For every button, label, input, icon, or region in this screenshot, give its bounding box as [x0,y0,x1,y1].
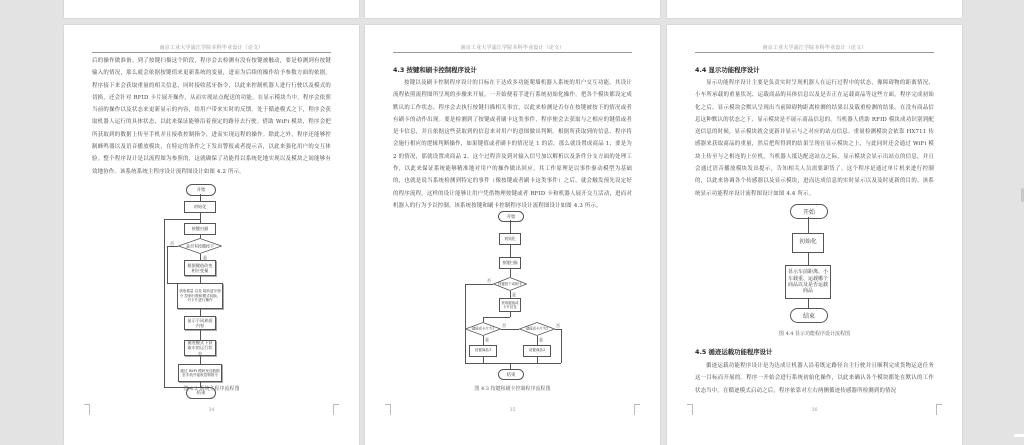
node-start: 开始 [790,204,828,219]
section-title-2: 4.5 循迹运载功能程序设计 [695,348,773,356]
node-display-info: 显示车前距离、小车载重、运载哪个商品以及是否运载商品 [785,265,831,299]
node-start: 开始 [186,184,216,196]
body-paragraph: 按键以及刷卡控制程序设计的目标在于达成多功能爬墙机器人系统的用户交互功能。其设计流程依照流程图所呈现的步骤来开展。一开始便着手进行系统初始化操作，把各个模块都设定成默认的工作状态。程序会去执行按键扫描相关事宜，以此来检测是否存在按键被按下的情况或者有刷卡的动作出现。要是检测到了按键或者刷卡这类事件，程序便会去获取与之相应的键值或者是卡信息，并且依据这些获取到的信息来对用户的意图做出判断。根据所获取到的信息，程序将会施行相应的逻辑判断操作，如果键值或者刷卡的情况是 1 的话，那么就设置成商品 1；要是为 2 的情况，那就设置成商品 2。这个过程涉及到对输入信号加以解析以及条件分支方面的处理工作，以此来保证系统能够精准地对用户的操作做出回应。其工作原理是以事件驱动模型为基础的，也就是说当系统检测到特定的事件（像按键或者刷卡这类事件）之后，就会触发预先设定好的程序流程。这样的设计能够让用户凭借物理按键或者 RFID 卡和机器人展开交互活动，进而对机器人的行为予以控制。该系统按键和刷卡控制程序设计流程图设计如图 4.3 所示。 [393,80,632,209]
label-no: 否 [556,323,560,328]
node-end: 结束 [498,369,524,380]
previous-page-stub-2 [365,0,660,18]
flowchart-main-program [64,25,359,425]
node-scan: 按键扫描 [499,257,521,269]
document-page-36 [667,25,962,445]
running-header: 南京工业大学浦江学院本科毕业设计（论文） [460,45,565,51]
previous-page-stub-1 [64,0,359,18]
page-number: 35 [509,408,516,413]
previous-page-stub-3 [667,0,962,18]
running-header: 南京工业大学浦江学院本科毕业设计（论文） [762,45,867,51]
page-number: 34 [208,408,215,413]
section-title: 4.4 显示功能程序设计 [695,66,760,74]
label-yes: 是 [485,337,489,342]
label-no: 否 [170,241,174,246]
node-scan: 按键扫描 [184,223,216,235]
node-start: 开始 [498,211,524,222]
node-weight-bluetooth-rfid: 获取重量 以及 接收蓝牙指令 控制行驶和模式切换，对卡片进行操作 [177,283,223,309]
node-decision-key-or-card: 按键按下或刷卡 [493,277,527,291]
figure-caption: 图 4.3 按键和刷卡控制程序流程图 [474,386,551,392]
node-end: 结束 [790,308,828,323]
figure-caption: 图 4.4 显示功能程序设计流程图 [778,331,851,337]
label-no: 否 [487,278,491,283]
body-paragraph: 显示功能程序设计主要是负责实时呈现机器人在运行过程中的状态，像障碍物的距离情况、小车所承载的重量状况、运载商品的具体信息以及是否正在运载商品等这些方面。程序完成初始化之后，显示模块会默认呈现出当前障碍物距离检测的结果以及载重检测的结果。在没有商品信息这种默认的状态之下，显示模块是不展示商品信息的。当机器人借助 RFID 模块成功识别到配送信息的时候，显示模块就会更新并显示与之对应的站点信息。重量检测模块会依靠 HX711 传感器来获取商品的重量，然后把所得到的结果呈现在显示模块之上，与此同时还会通过 WiFi 模块上传至与之相连的上位机。当机器人抵达配送站点之际，显示模块会显示出站点的信息，并且会通过语音播放模块发出提示，告知相关人员需要卸货了。这个程序是通过单片机来进行控制的，以此来协调各个传感器以及显示模块，进而达成信息的实时显示以及及时更新的目的。该系统显示功能程序设计流程图设计如图 4.4 所示。 [695,80,934,197]
label-yes: 是 [203,255,207,260]
node-update-vars: 根据键值改变相应变量 [184,260,216,276]
node-init: 初始化 [184,201,216,213]
running-header: 南京工业大学浦江学院本科毕业设计（论文） [159,45,264,51]
node-set-product-1: 设置商品1 [469,345,497,357]
node-tracking: 循迹模式下获取车的运行状态 [184,340,216,356]
document-page-35 [365,25,660,445]
node-display: 显示不同界面内容 [184,316,216,330]
node-init: 初始化 [792,233,824,253]
node-decision-key-pressed: 是否有按键按下 [178,238,222,254]
page-number: 36 [811,408,818,413]
body-paragraph: 后的操作做准备。到了按键扫描这个阶段，程序会去检测有没有按键被触动，要是检测到有按键输入的情况，那么就会依据按键值来更新系统的变量，进而为后续的操作给予参数方面的依据。程序接下来会获取重量的相关信息，同时接收蓝牙指令，以此来控制机器人进行行驶以及模式的切换，还会针对 RFID 卡片展开操作，从而实现站点配送的功能。在显示模块当中，程序会依照当前的操作以及状态来更新显示的内容，给用户带来实时的反馈。处于循迹模式之下，程序会获取机器人运行的具体状态，以此来保证能够沿着预定的路径去行驶。借助 WiFi 模块，程序会把所获取到的数据上传至手机并且接收控制指令，进而实现远程的操作。除此之外，程序还能够控制蜂鸣器以及语音播放模块，在特定的条件之下发出警报或者提示音，以此来强化用户的交互体验。整个程序设计是以流程图为参照的，这就确保了功能得以系统化地实现以及模块之间能够有效地协作。该系统系统主程序设计流程图设计如图 4.2 所示。 [92,58,331,175]
node-set-product-2: 设置商品2 [523,345,551,357]
node-get-value: 获取键值或卡片信息 [499,298,521,312]
node-init: 初始化 [499,233,521,245]
flowchart-key-card-control [365,25,660,425]
node-end: 结束 [186,387,216,399]
node-decision-value-2: 键值或卡片为2 [519,322,555,336]
label-yes: 是 [512,292,516,297]
label-yes: 是 [539,337,543,342]
node-wifi-upload: 通过 WiFi 模块发送数据至手机并接收控制指令 [178,364,222,382]
body-paragraph-2: 循迹运载功能程序设计是为达成让机器人沿着既定路径自主行驶并且顺利完成货物运送任务这一目标而开展的。程序一开始会进行系统初始化操作，以此来确认各个模块都处在默认的工作状态当中。在循迹模式启动之后，程序依靠对左右两侧循迹传感器所检测到的情况 [695,363,934,394]
section-title: 4.3 按键和刷卡控制程序设计 [393,66,477,74]
label-no: 否 [502,323,506,328]
document-page-34 [64,25,359,445]
figure-caption: 图 4.2 系统主程序流程图 [183,386,240,392]
node-decision-value-1: 键值或卡片为1 [465,322,501,336]
